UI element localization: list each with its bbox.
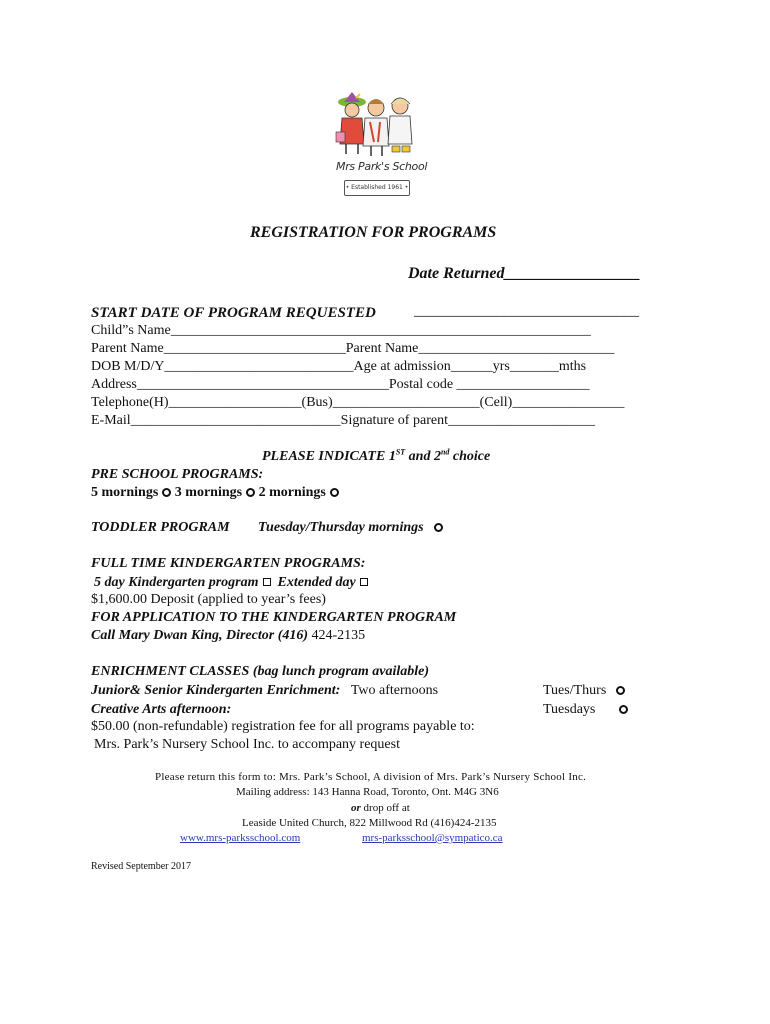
postal-code-field[interactable]: ___________________: [456, 377, 590, 392]
years-label: yrs: [492, 359, 510, 374]
parent-name-label: Parent Name: [91, 341, 164, 356]
enrichment-heading: ENRICHMENT CLASSES (bag lunch program available): [91, 664, 430, 679]
dob-row: [91, 358, 586, 375]
parent-name-field[interactable]: __________________________: [163, 341, 346, 356]
fee-payee: Mrs. Park’s Nursery School Inc. to accompany request: [94, 737, 400, 752]
telephone-home-label: Telephone(H): [91, 395, 169, 410]
website-link[interactable]: www.mrs-parksschool.com: [180, 832, 301, 844]
months-label: mths: [558, 359, 587, 374]
choice-text-a: PLEASE INDICATE 1: [262, 449, 396, 464]
preschool-options: [91, 484, 339, 501]
jsk-detail: Two afternoons: [350, 683, 439, 698]
age-years-field[interactable]: ______: [450, 359, 493, 374]
logo-tagline: • Established 1961 •: [345, 184, 409, 191]
preschool-2-mornings-label: 2 mornings: [258, 485, 326, 500]
kindergarten-options: [94, 574, 368, 591]
address-row: [91, 376, 590, 393]
parent-name-row: [91, 340, 614, 357]
jsk-label: Junior& Senior Kindergarten Enrichment:: [91, 683, 341, 698]
age-label: Age at admission: [353, 359, 451, 374]
date-returned-label: Date Returned: [408, 265, 505, 282]
start-date-label: START DATE OF PROGRAM REQUESTED: [91, 305, 376, 321]
postal-code-label: Postal code: [388, 377, 454, 392]
telephone-cell-field[interactable]: ________________: [512, 395, 625, 410]
jsk-days-label: Tues/Thurs: [543, 683, 607, 698]
drop-off-line: [351, 801, 410, 815]
child-name-row: [91, 322, 591, 339]
dob-field[interactable]: ___________________________: [164, 359, 354, 374]
signature-field[interactable]: _____________________: [447, 413, 595, 428]
date-returned: [408, 265, 640, 283]
church-address: Leaside United Church, 822 Millwood Rd (416)424-2135: [242, 817, 497, 829]
kindergarten-heading: FULL TIME KINDERGARTEN PROGRAMS:: [91, 556, 366, 571]
preschool-3-mornings-radio[interactable]: [246, 488, 255, 497]
dob-label: DOB M/D/Y: [91, 359, 165, 374]
preschool-heading: PRE SCHOOL PROGRAMS:: [91, 467, 264, 482]
kindergarten-5-day-label: 5 day Kindergarten program: [94, 575, 259, 590]
telephone-row: [91, 394, 624, 411]
start-date-field[interactable]: ______________________________: [414, 303, 639, 319]
or-label: or: [351, 802, 361, 814]
extended-day-label: Extended day: [277, 575, 356, 590]
telephone-bus-field[interactable]: _____________________: [332, 395, 480, 410]
toddler-days-label: Tuesday/Thursday mornings: [258, 520, 424, 535]
school-logo: [330, 92, 428, 202]
choice-sup-2: nd: [440, 447, 450, 457]
deposit-note: $1,600.00 Deposit (applied to year’s fees): [91, 592, 326, 607]
toddler-days: [258, 519, 443, 536]
page-title: REGISTRATION FOR PROGRAMS: [250, 224, 497, 241]
date-returned-field[interactable]: _________________: [504, 265, 641, 282]
address-label: Address: [91, 377, 137, 392]
return-instructions: Please return this form to: Mrs. Park’s School, A division of Mrs. Park’s Nursery School Inc.: [155, 771, 587, 783]
age-months-field[interactable]: _______: [509, 359, 559, 374]
choice-instruction: [262, 448, 490, 465]
preschool-5-mornings-label: 5 mornings: [91, 485, 159, 500]
arts-label: Creative Arts afternoon:: [91, 702, 232, 717]
registration-fee: $50.00 (non-refundable) registration fee for all programs payable to:: [91, 719, 475, 734]
choice-text-c: choice: [449, 449, 491, 464]
drop-off-label: drop off at: [363, 802, 410, 814]
preschool-5-mornings-radio[interactable]: [162, 488, 171, 497]
email-label: E-Mail: [91, 413, 131, 428]
director-phone: 424-2135: [311, 628, 366, 643]
telephone-cell-label: (Cell): [479, 395, 513, 410]
mailing-address: Mailing address: 143 Hanna Road, Toronto, Ont. M4G 3N6: [236, 786, 499, 798]
telephone-bus-label: (Bus): [301, 395, 333, 410]
toddler-label: TODDLER PROGRAM: [91, 520, 230, 535]
jsk-days-option: [543, 682, 625, 699]
extended-day-checkbox[interactable]: [360, 578, 368, 586]
preschool-3-mornings-label: 3 mornings: [174, 485, 243, 500]
toddler-radio[interactable]: [434, 523, 443, 532]
arts-days-label: Tuesdays: [543, 702, 596, 717]
jsk-row: [91, 682, 438, 699]
arts-days-option: [543, 701, 628, 718]
preschool-2-mornings-radio[interactable]: [330, 488, 339, 497]
child-name-field[interactable]: ____________________________________________________________: [170, 323, 591, 338]
logo-wordmark: Mrs Park's School: [336, 160, 428, 173]
choice-text-b: and 2: [405, 449, 441, 464]
address-field[interactable]: ____________________________________: [136, 377, 389, 392]
logo-tagline-box: [344, 180, 410, 196]
email-field[interactable]: ______________________________: [130, 413, 341, 428]
signature-label: Signature of parent: [340, 413, 448, 428]
kindergarten-application: FOR APPLICATION TO THE KINDERGARTEN PROGRAM: [91, 610, 457, 625]
child-name-label: Child”s Name: [91, 323, 171, 338]
parent-name-2-field[interactable]: ____________________________: [418, 341, 615, 356]
director-contact: [91, 627, 365, 644]
arts-radio[interactable]: [619, 705, 628, 714]
email-link[interactable]: mrs-parksschool@sympatico.ca: [362, 832, 503, 844]
choice-sup-1: ST: [395, 447, 406, 457]
parent-name-2-label: Parent Name: [345, 341, 419, 356]
kindergarten-5-day-checkbox[interactable]: [263, 578, 271, 586]
director-call: Call Mary Dwan King, Director (416): [91, 628, 309, 643]
revised-date: Revised September 2017: [91, 861, 191, 872]
email-row: [91, 412, 595, 429]
jsk-radio[interactable]: [616, 686, 625, 695]
telephone-home-field[interactable]: ___________________: [168, 395, 302, 410]
